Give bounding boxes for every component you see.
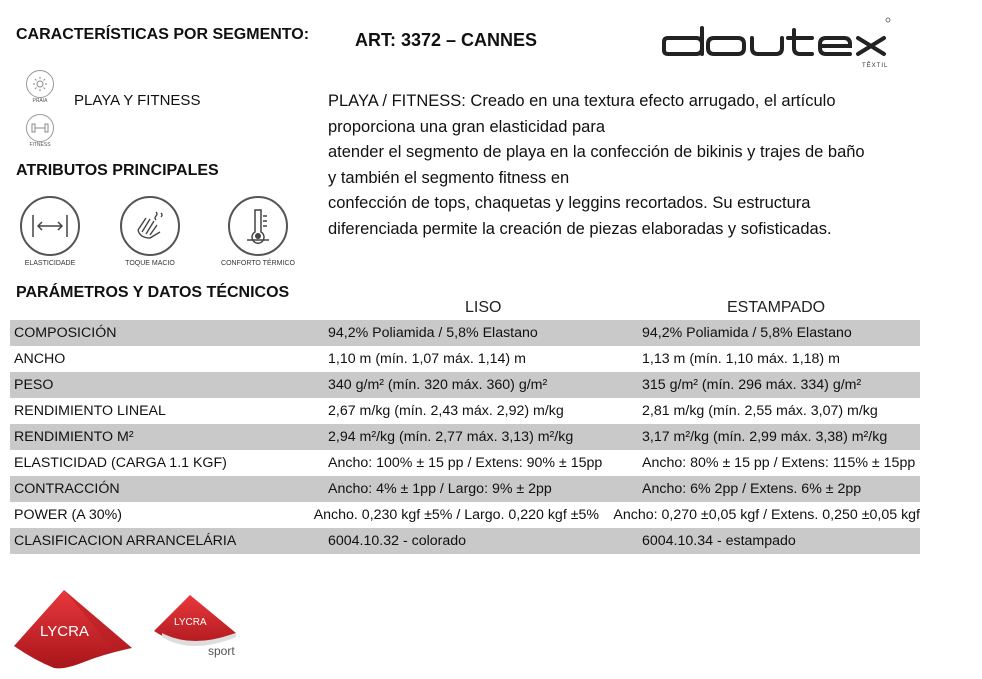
- params-title: PARÁMETROS Y DATOS TÉCNICOS: [16, 284, 290, 301]
- lycra-text: LYCRA: [40, 623, 89, 640]
- segment-icon-label: PRAIA: [32, 98, 48, 104]
- row-value-liso: 340 g/m² (mín. 320 máx. 360) g/m²: [328, 377, 548, 393]
- row-value-estampado: Ancho: 80% ± 15 pp / Extens: 115% ± 15pp: [642, 455, 916, 471]
- attribute-label: CONFORTO TÉRMICO: [221, 260, 295, 267]
- row-value-estampado: 2,81 m/kg (mín. 2,55 máx. 3,07) m/kg: [642, 403, 878, 419]
- table-row: [10, 320, 920, 346]
- thermometer-icon: [228, 196, 288, 256]
- attribute-elasticity: [10, 196, 90, 267]
- row-label: RENDIMIENTO M²: [14, 429, 134, 445]
- technical-data-table: [10, 320, 920, 554]
- row-value-estampado: Ancho: 6% 2pp / Extens. 6% ± 2pp: [642, 481, 862, 497]
- segment-text: PLAYA Y FITNESS: [74, 92, 201, 109]
- attributes-title: ATRIBUTOS PRINCIPALES: [16, 162, 219, 179]
- row-label: CLASIFICACION ARRANCELÁRIA: [14, 533, 237, 549]
- lycra-sport-logo: [152, 593, 242, 678]
- row-value-estampado: 3,17 m²/kg (mín. 2,99 máx. 3,38) m²/kg: [642, 429, 888, 445]
- brand-logo: [662, 14, 892, 74]
- lycra-sport-top-text: LYCRA: [174, 617, 207, 628]
- description-line: PLAYA / FITNESS: Creado en una textura efecto arrugado, el artículo: [328, 92, 836, 110]
- row-label: POWER (A 30%): [14, 507, 123, 523]
- row-label: PESO: [14, 377, 54, 393]
- row-value-liso: 2,94 m²/kg (mín. 2,77 máx. 3,13) m²/kg: [328, 429, 574, 445]
- description-line: y también el segmento fitness en: [328, 168, 570, 187]
- row-label: COMPOSICIÓN: [14, 325, 117, 341]
- segment-icon-label: FITNESS: [29, 142, 51, 148]
- table-row: [10, 476, 920, 502]
- segment-characteristics-title: CARACTERÍSTICAS POR SEGMENTO:: [16, 26, 310, 43]
- row-value-liso: 1,10 m (mín. 1,07 máx. 1,14) m: [328, 351, 526, 367]
- column-header-liso: LISO: [465, 299, 502, 316]
- row-value-liso: Ancho: 100% ± 15 pp / Extens: 90% ± 15pp: [328, 455, 603, 471]
- table-row: [10, 346, 920, 372]
- row-value-liso: 94,2% Poliamida / 5,8% Elastano: [328, 325, 538, 341]
- table-row: [10, 424, 920, 450]
- description-line: atender el segmento de playa en la confección de bikinis y trajes de baño: [328, 143, 865, 161]
- description-line: confección de tops, chaquetas y leggins recortados. Su estructura: [328, 194, 811, 212]
- row-label: ANCHO: [14, 351, 66, 367]
- description-line: diferenciada permite la creación de piezas elaboradas y sofisticadas.: [328, 219, 832, 238]
- attribute-thermal-comfort: [218, 196, 298, 267]
- product-description: [328, 89, 928, 242]
- row-value-liso: Ancho. 0,230 kgf ±5% / Largo. 0,220 kgf ±5%: [313, 507, 600, 523]
- table-row: [10, 502, 920, 528]
- dumbbell-icon: [26, 114, 54, 142]
- row-value-estampado: 1,13 m (mín. 1,10 máx. 1,18) m: [642, 351, 840, 367]
- lycra-logo: [14, 588, 132, 675]
- table-row: [10, 372, 920, 398]
- article-title: ART: 3372 – CANNES: [355, 30, 538, 50]
- column-header-estampado: ESTAMPADO: [727, 299, 826, 316]
- attribute-label: ELASTICIDADE: [24, 260, 76, 267]
- description-line: proporciona una gran elasticidad para: [328, 117, 606, 136]
- row-label: RENDIMIENTO LINEAL: [14, 403, 166, 419]
- table-row: [10, 398, 920, 424]
- segment-icon-beach: [20, 70, 60, 104]
- row-label: CONTRACCIÓN: [14, 481, 120, 497]
- row-value-estampado: Ancho: 0,270 ±0,05 kgf / Extens. 0,250 ±0,05 kgf: [613, 507, 920, 523]
- row-value-liso: Ancho: 4% ± 1pp / Largo: 9% ± 2pp: [328, 481, 552, 497]
- row-label: ELASTICIDAD (CARGA 1.1 KGF): [14, 455, 227, 471]
- segment-icon-fitness: [20, 114, 60, 148]
- table-row: [10, 528, 920, 554]
- row-value-estampado: 6004.10.34 - estampado: [642, 533, 796, 549]
- stretch-arrows-icon: [20, 196, 80, 256]
- row-value-estampado: 315 g/m² (mín. 296 máx. 334) g/m²: [642, 377, 862, 393]
- hand-touch-icon: [120, 196, 180, 256]
- attribute-label: TOQUE MACIO: [125, 260, 175, 267]
- sun-icon: [26, 70, 54, 98]
- lycra-sport-bottom-text: sport: [208, 644, 235, 658]
- table-row: [10, 450, 920, 476]
- attribute-soft-touch: [110, 196, 190, 267]
- row-value-liso: 6004.10.32 - colorado: [328, 533, 467, 549]
- row-value-estampado: 94,2% Poliamida / 5,8% Elastano: [642, 325, 852, 341]
- brand-sub-text: TÊXTIL: [862, 63, 889, 69]
- row-value-liso: 2,67 m/kg (mín. 2,43 máx. 2,92) m/kg: [328, 403, 564, 419]
